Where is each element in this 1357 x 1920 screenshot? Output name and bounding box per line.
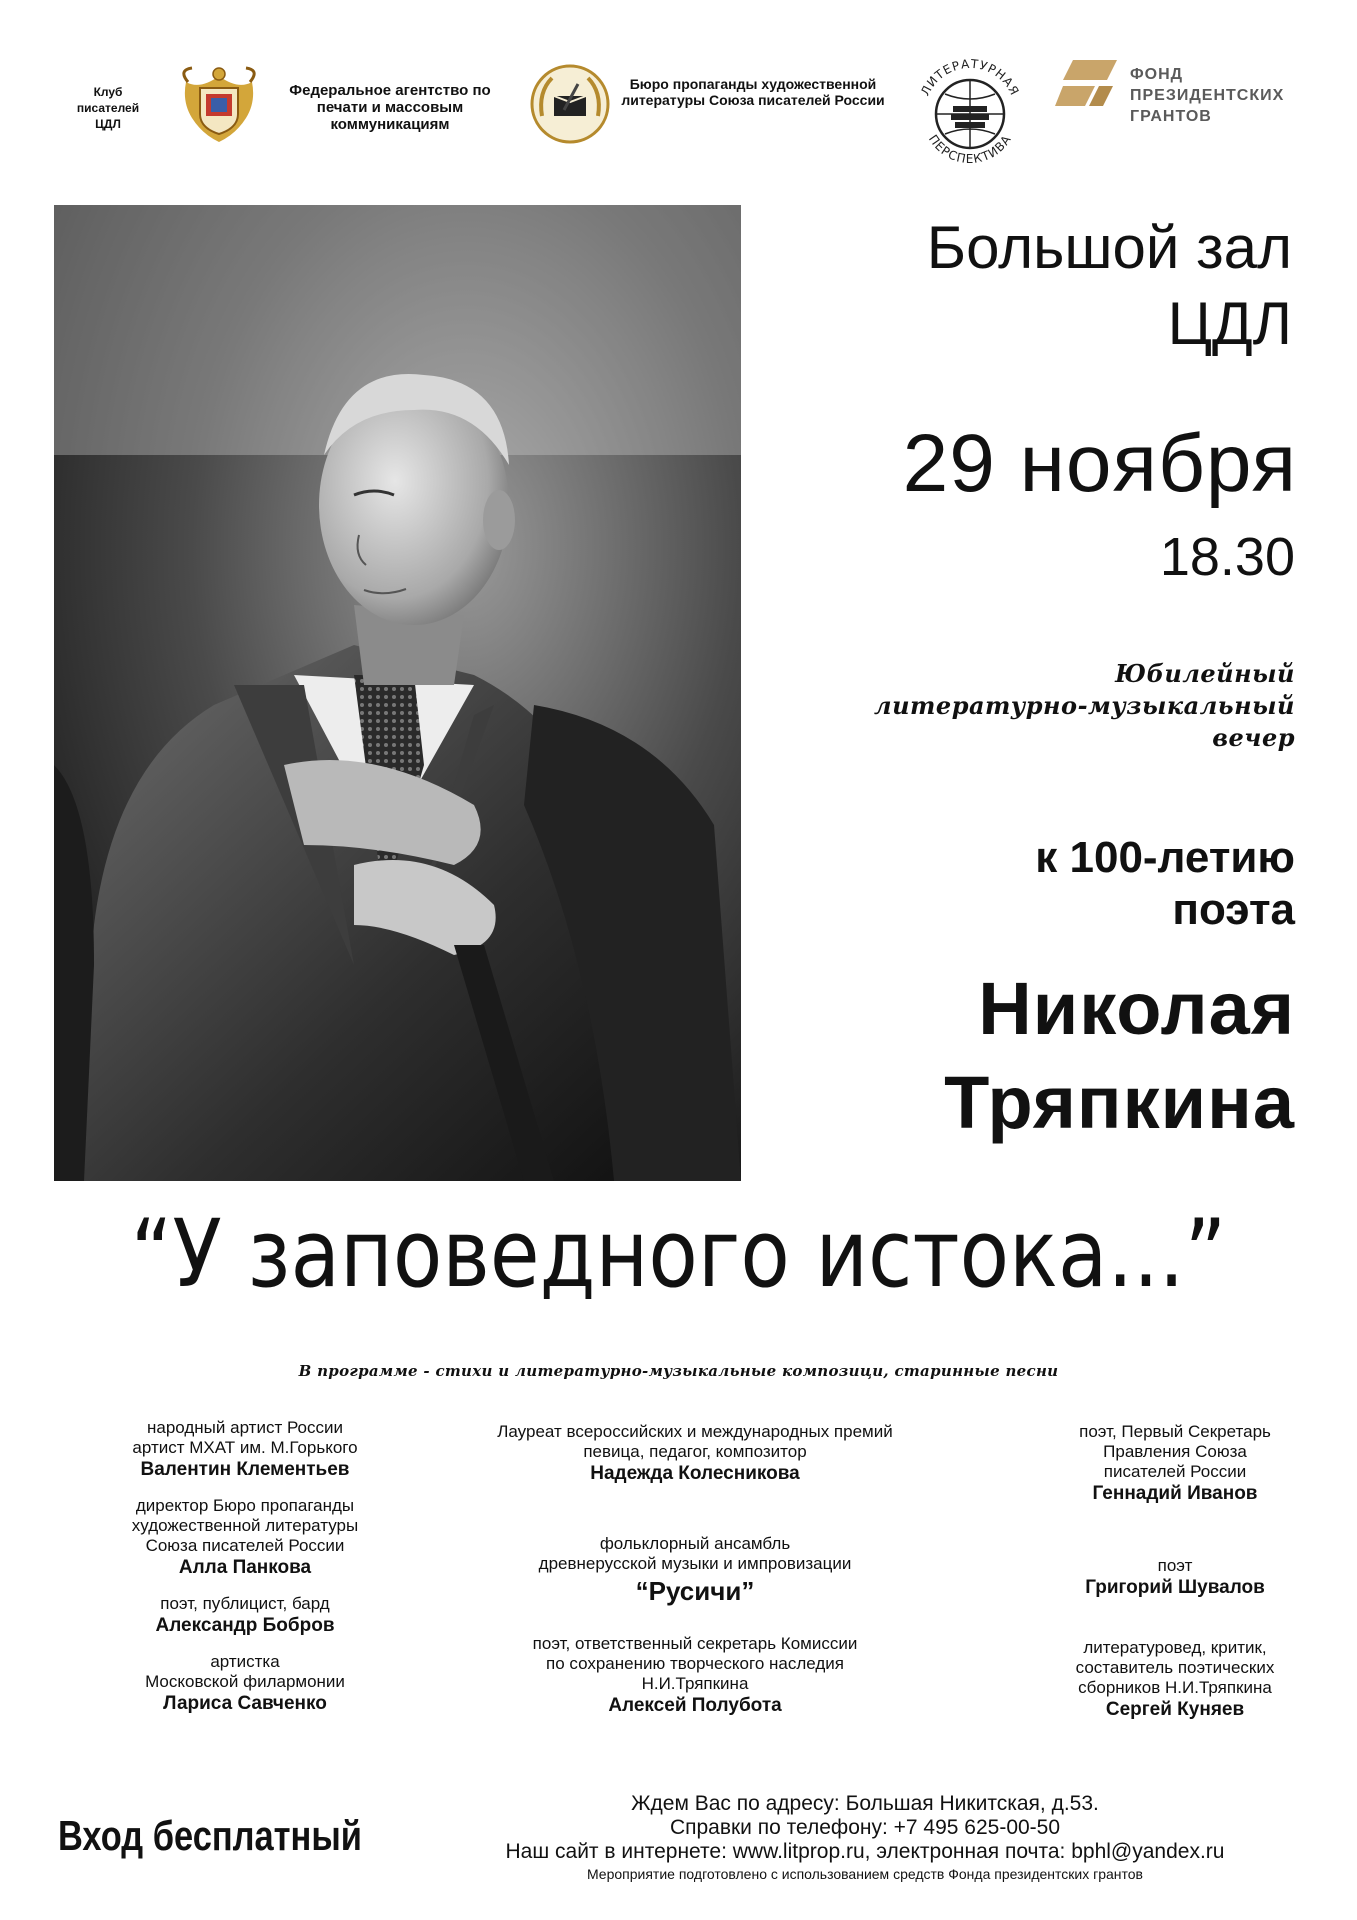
venue-line: Большой зал: [926, 214, 1292, 281]
participant-name: Григорий Шувалов: [1085, 1577, 1265, 1598]
address-line: Ждем Вас по адресу: Большая Никитская, д.53.: [631, 1792, 1099, 1815]
grant-note: Мероприятие подготовлено с использованием средств Фонда президентских грантов: [586, 1866, 1143, 1882]
participant-name: Лариса Савченко: [163, 1693, 327, 1714]
subtitle-line: Юбилейный: [1115, 659, 1295, 688]
centenary-line: к 100-летию: [1035, 833, 1295, 882]
agency-name: Федеральное агентство по печати и массовым коммуникациям: [289, 82, 491, 133]
grants-line: ПРЕЗИДЕНТСКИХ: [1130, 87, 1285, 104]
participant-role: артист МХАТ им. М.Горького: [132, 1438, 358, 1457]
participant: [60, 1594, 430, 1638]
bureau-name: Бюро пропаганды художественной литературы Союза писателей России: [621, 76, 885, 108]
poet-portrait-photo: [54, 205, 741, 1181]
participant-name: Сергей Куняев: [1105, 1699, 1245, 1720]
state-emblem-icon: [178, 62, 260, 146]
event-subtitle: [715, 658, 1295, 754]
venue-line: ЦДЛ: [1167, 290, 1292, 357]
participant-role: певица, педагог, композитор: [583, 1442, 807, 1461]
centenary-line: поэта: [1172, 885, 1295, 934]
litper-bottom-text: ПЕРСПЕКТИВА: [925, 132, 1015, 167]
participant: [1010, 1422, 1340, 1506]
participants-middle: [465, 1422, 925, 1732]
participant: [60, 1652, 430, 1716]
participant-name: Александр Бобров: [155, 1615, 335, 1636]
footer-info: [400, 1792, 1330, 1884]
participant-name: Надежда Колесникова: [590, 1463, 800, 1484]
poet-line: Николая: [978, 967, 1295, 1050]
participant-name: Алла Панкова: [178, 1557, 312, 1578]
poet-line: Тряпкина: [944, 1061, 1295, 1144]
participant-role: Союза писателей России: [145, 1536, 345, 1555]
presidential-grants-logo-icon: [1055, 50, 1125, 120]
participant-role: фольклорный ансамбль: [599, 1534, 791, 1553]
participant-role: поэт, Первый Секретарь: [1079, 1422, 1271, 1441]
poet-name: [695, 962, 1295, 1150]
participant-role: древнерусской музыки и импровизации: [538, 1554, 852, 1573]
participant-role: народный артист России: [147, 1418, 343, 1437]
participant: [465, 1422, 925, 1486]
participant-role: составитель поэтических: [1075, 1658, 1275, 1677]
event-time: 18.30: [1159, 527, 1295, 587]
event-date: 29 ноября: [902, 418, 1297, 509]
grants-line: ФОНД: [1130, 66, 1184, 83]
participant: [465, 1534, 925, 1608]
program-description: В программе - стихи и литературно-музыкальные композици, старинные песни: [298, 1362, 1059, 1380]
participant-role: по сохранению творческого наследия: [546, 1654, 844, 1673]
centenary-heading: [735, 832, 1295, 936]
participants-right: [1010, 1422, 1340, 1736]
website-line: Наш сайт в интернете: www.litprop.ru, электронная почта: bphl@yandex.ru: [505, 1840, 1225, 1863]
subtitle-line: литературно-музыкальный: [874, 691, 1295, 720]
participant-role: художественной литературы: [131, 1516, 359, 1535]
phone-line: Справки по телефону: +7 495 625-00-50: [669, 1816, 1061, 1839]
free-entry-label: Вход бесплатный: [58, 1812, 362, 1859]
participant-role: литературовед, критик,: [1083, 1638, 1267, 1657]
participant-role: директор Бюро пропаганды: [135, 1496, 355, 1515]
participant-role: Лауреат всероссийских и международных премий: [497, 1422, 893, 1441]
event-title: “У заповедного истока...”: [130, 1200, 1227, 1309]
venue: [732, 210, 1292, 362]
participant-name: Геннадий Иванов: [1092, 1483, 1258, 1504]
participant: [1010, 1556, 1340, 1600]
participants-left: [60, 1418, 430, 1730]
club-line: Клуб: [93, 85, 123, 99]
participant-role: сборников Н.И.Тряпкина: [1078, 1678, 1272, 1697]
participant-role: писателей России: [1103, 1462, 1247, 1481]
club-line: писателей: [76, 101, 140, 115]
literary-perspective-logo-icon: [905, 48, 1035, 178]
participant: [1010, 1638, 1340, 1722]
participant: [465, 1634, 925, 1718]
participant-name: Алексей Полубота: [608, 1695, 782, 1716]
ensemble-name: “Русичи”: [635, 1576, 755, 1606]
participant: [60, 1418, 430, 1482]
participant-role: артистка: [210, 1652, 280, 1671]
club-line: ЦДЛ: [95, 117, 121, 131]
presidential-grants-name: [1130, 64, 1330, 127]
participant-role: поэт: [1157, 1556, 1193, 1575]
subtitle-line: вечер: [1212, 723, 1295, 752]
participant-role: Московской филармонии: [145, 1672, 345, 1691]
club-logo-text: [68, 84, 148, 132]
litper-top-text: ЛИТЕРАТУРНАЯ: [918, 56, 1022, 99]
participant: [60, 1496, 430, 1580]
participant-role: Правления Союза: [1103, 1442, 1247, 1461]
participant-role: поэт, ответственный секретарь Комиссии: [532, 1634, 858, 1653]
bureau-emblem-icon: [528, 62, 612, 146]
grants-line: ГРАНТОВ: [1130, 108, 1212, 125]
participant-role: поэт, публицист, бард: [160, 1594, 330, 1613]
participant-role: Н.И.Тряпкина: [641, 1674, 749, 1693]
participant-name: Валентин Клементьев: [140, 1459, 350, 1480]
